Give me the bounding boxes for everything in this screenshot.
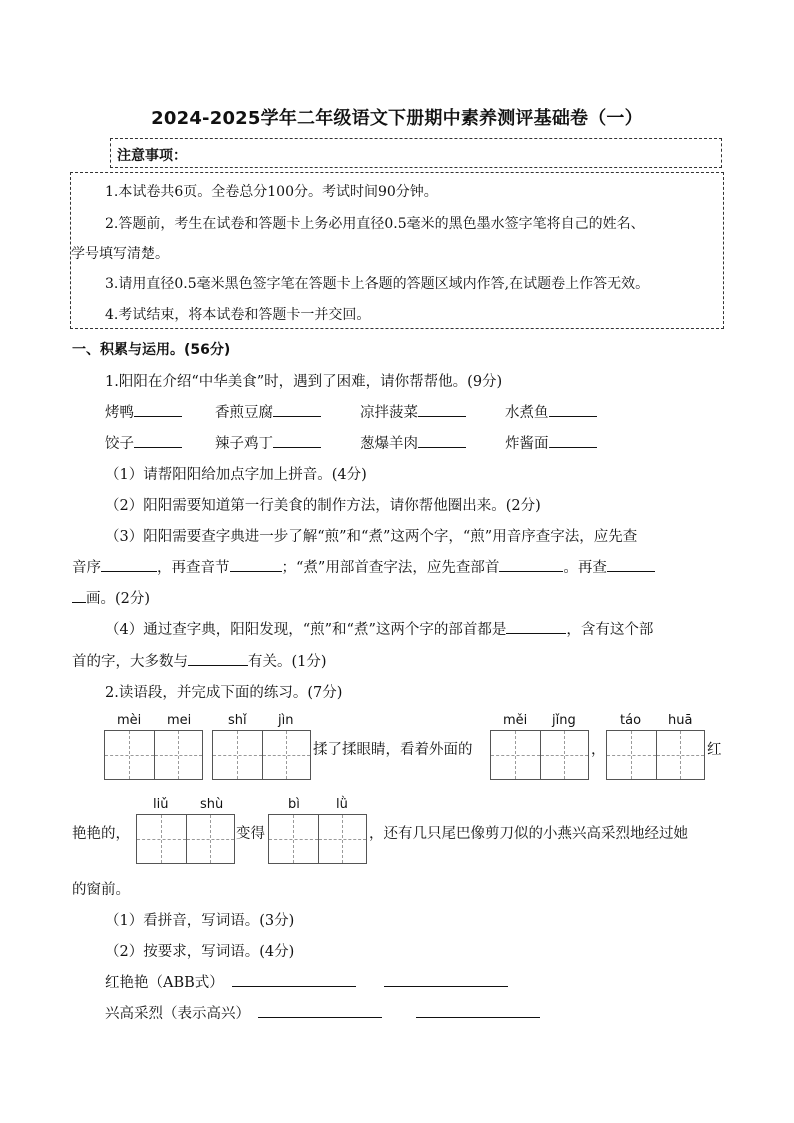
pinyin-label: jìn	[278, 713, 294, 728]
writing-grid[interactable]	[268, 814, 367, 864]
pinyin-label: mei	[167, 713, 192, 728]
pinyin-label: huā	[668, 713, 693, 728]
q1-sub-2: （2）阳阳需要知道第一行美食的制作方法，请你帮他圈出来。(2分)	[105, 498, 541, 514]
passage-text: 艳艳的，	[72, 826, 130, 842]
notice-heading-box	[110, 138, 722, 168]
food-item: 饺子	[105, 432, 182, 453]
q1-sub-3-end: 画。(2分)	[72, 587, 150, 608]
food-item: 凉拌菠菜	[360, 401, 466, 422]
pinyin-label: shù	[200, 797, 224, 812]
pinyin-label: táo	[620, 713, 642, 728]
q1-sub-4: （4）通过查字典，阳阳发现，“煎”和“煮”这两个字的部首都是 ，含有这个部	[105, 618, 653, 639]
pinyin-label: shǐ	[228, 713, 247, 728]
notice-item-4: 4.考试结束，将本试卷和答题卡一并交回。	[105, 307, 371, 323]
q2-sub-1: （1）看拼音，写词语。(3分)	[105, 913, 295, 929]
passage-comma: ，	[591, 742, 606, 758]
notice-item-2: 2.答题前，考生在试卷和答题卡上务必用直径0.5毫米的黑色墨水签字笔将自己的姓名、	[105, 216, 645, 232]
notice-heading: 注意事项：	[117, 148, 187, 164]
notice-item-2-cont: 学号填写清楚。	[71, 246, 169, 262]
pinyin-label: bì	[288, 797, 300, 812]
q2-sub-2: （2）按要求，写词语。(4分)	[105, 944, 295, 960]
q1-sub-4-cont: 首的字，大多数与 有关。(1分)	[72, 650, 327, 671]
food-item: 炸酱面	[505, 432, 597, 453]
food-item: 葱爆羊肉	[360, 432, 466, 453]
pinyin-label: liǔ	[153, 797, 169, 812]
q1-sub-3-cont: 音序 ，再查音节 ；“煮”用部首查字法，应先查部首 。再查	[72, 556, 655, 577]
passage-text: ，还有几只尾巴像剪刀似的小燕兴高采烈地经过她	[369, 826, 688, 842]
passage-text: 红	[707, 742, 722, 758]
notice-item-3: 3.请用直径0.5毫米黑色签字笔在答题卡上各题的答题区域内作答,在试题卷上作答无效。	[105, 276, 650, 292]
food-item: 水煮鱼	[505, 401, 597, 422]
pinyin-label: lǜ	[336, 797, 348, 812]
writing-grid[interactable]	[104, 730, 203, 780]
pinyin-label: měi	[503, 713, 528, 728]
question-1-stem: 1.阳阳在介绍“中华美食”时，遇到了困难，请你帮帮他。(9分)	[105, 374, 503, 390]
notice-item-1: 1.本试卷共6页。全卷总分100分。考试时间90分钟。	[105, 184, 438, 200]
notice-box	[70, 172, 724, 329]
pinyin-label: mèi	[117, 713, 142, 728]
writing-grid[interactable]	[136, 814, 235, 864]
food-item: 烤鸭	[105, 401, 182, 422]
food-item: 香煎豆腐	[215, 401, 321, 422]
abb-prompt: 红艳艳（ABB式）	[105, 971, 508, 992]
passage-text: 的窗前。	[72, 882, 130, 898]
section-heading: 一、积累与运用。(56分)	[72, 342, 231, 358]
writing-grid[interactable]	[606, 730, 705, 780]
passage-text: 揉了揉眼睛，看着外面的	[313, 742, 473, 758]
page-title: 2024-2025学年二年级语文下册期中素养测评基础卷（一）	[151, 108, 643, 129]
question-2-stem: 2.读语段，并完成下面的练习。(7分)	[105, 685, 343, 701]
writing-grid[interactable]	[490, 730, 589, 780]
happy-prompt: 兴高采烈（表示高兴）	[105, 1002, 540, 1023]
q1-sub-1: （1）请帮阳阳给加点字加上拼音。(4分)	[105, 467, 367, 483]
pinyin-label: jǐng	[552, 713, 576, 728]
passage-text: 变得	[236, 826, 265, 842]
writing-grid[interactable]	[212, 730, 311, 780]
q1-sub-3: （3）阳阳需要查字典进一步了解“煎”和“煮”这两个字，“煎”用音序查字法，应先查	[105, 529, 638, 545]
food-item: 辣子鸡丁	[215, 432, 321, 453]
